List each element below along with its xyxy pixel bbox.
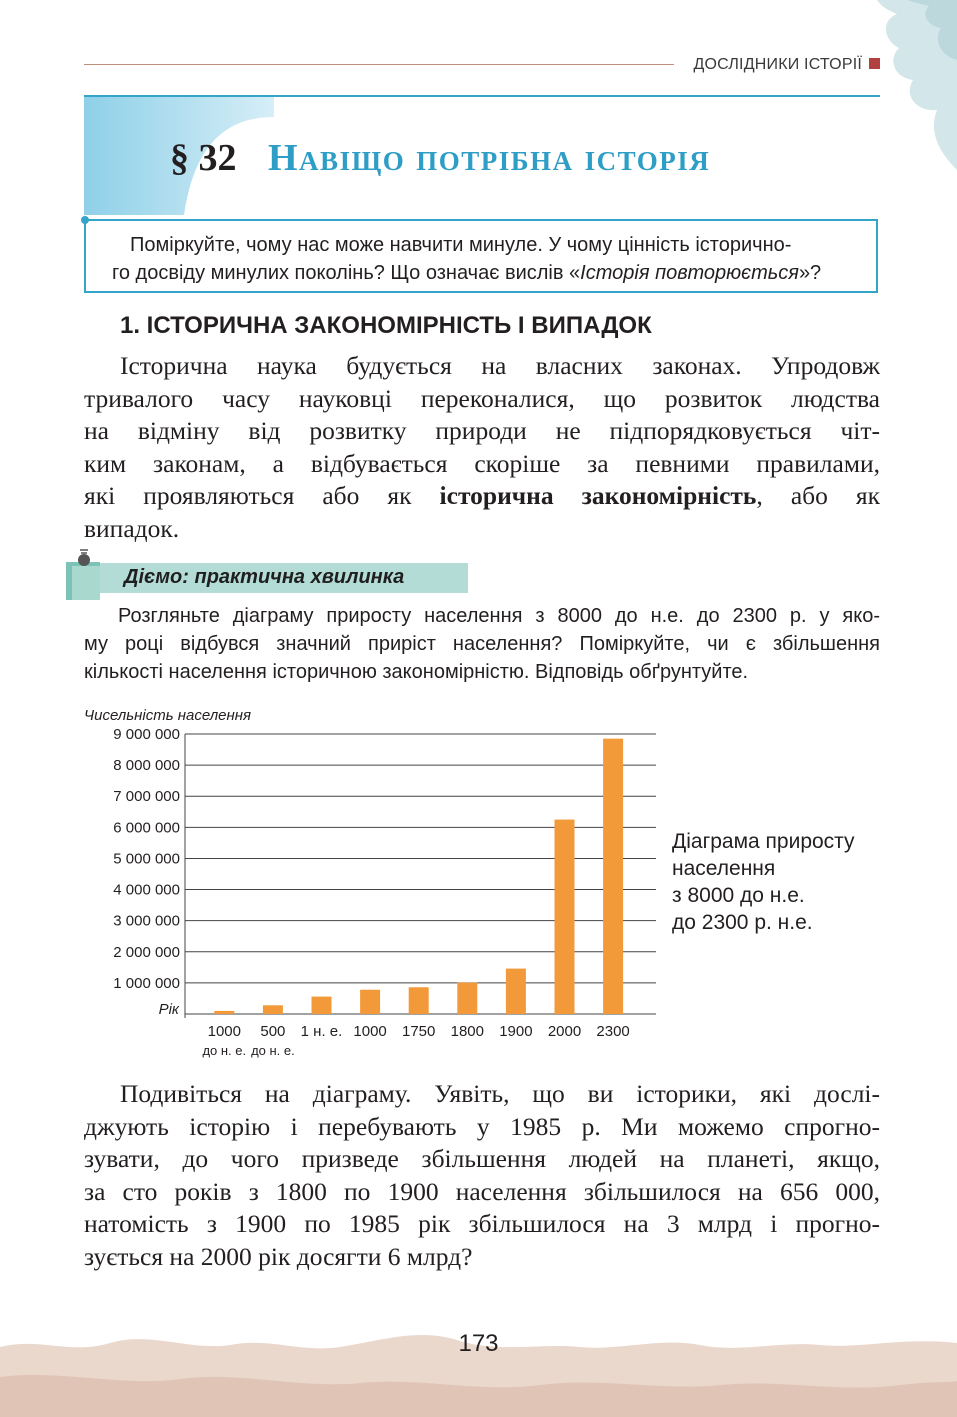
paragraph-line: натомість з 1900 по 1985 рік збільшилося на 3 млрд і прогно- (84, 1209, 880, 1238)
task-line: кількості населення історичною закономірністю. Відповідь обґрунтуйте. (84, 661, 749, 683)
running-title: ДОСЛІДНИКИ ІСТОРІЇ (693, 56, 862, 73)
y-tick-label: 7 000 000 (113, 788, 180, 806)
x-tick-label: 1900 (499, 1023, 533, 1040)
chart-caption-line: населення (672, 857, 776, 880)
paragraph-line: на відміну від розвитку природи не підпорядковується чіт- (84, 416, 880, 445)
paragraph-number: § 32 (170, 137, 237, 179)
term-prefix: які проявляються або як (84, 481, 440, 510)
bar (555, 820, 575, 1014)
paragraph-line: тривалого часу науковці переконалися, що розвиток людства (84, 383, 880, 413)
bar (214, 1011, 234, 1014)
question-line-end: »? (798, 262, 822, 284)
y-tick-label: 9 000 000 (113, 726, 180, 743)
bar (506, 969, 526, 1014)
x-tick-label: 1000 (353, 1023, 387, 1040)
running-header (84, 54, 880, 74)
paragraph-1 (84, 350, 880, 545)
y-axis-label: Чисельність населення (84, 707, 252, 724)
term-suffix: , або як (756, 481, 881, 510)
page-number: 173 (458, 1330, 499, 1357)
chart-caption-line: з 8000 до н.е. (672, 884, 805, 907)
question-line-start: го досвіду минулих поколінь? Що означає вислів « (112, 262, 581, 284)
question-box-dot (81, 216, 89, 224)
x-tick-label: 1750 (402, 1023, 436, 1040)
key-term: історична закономірність (439, 481, 757, 510)
y-tick-label: 4 000 000 (113, 881, 180, 899)
paragraph-line: Подивіться на діаграму. Уявіть, що ви історики, які дослі- (120, 1079, 880, 1108)
paragraph-line: зувати, до чого призведе збільшення людей на планеті, якщо, (84, 1144, 880, 1173)
practical-minute-label: Діємо: практична хвилинка (124, 566, 405, 588)
x-tick-era-label: до н. е. (251, 1043, 295, 1058)
ground-decoration (0, 1307, 957, 1417)
cloud-decoration (837, 0, 957, 170)
y-tick-label: 3 000 000 (113, 912, 180, 930)
y-tick-label: 8 000 000 (113, 757, 180, 775)
question-text (112, 231, 868, 287)
x-tick-label: 2300 (596, 1023, 630, 1040)
question-line: Поміркуйте, чому нас може навчити минуле. У чому цінність історично- (130, 234, 792, 256)
bar (457, 983, 477, 1014)
section-heading: 1. ІСТОРИЧНА ЗАКОНОМІРНІСТЬ І ВИПАДОК (120, 312, 652, 339)
paragraph-line-term (84, 480, 880, 513)
question-quote: Історія повторюється (580, 262, 799, 284)
x-tick-label: 500 (260, 1023, 286, 1040)
paragraph-line: Історична наука будується на власних законах. Упродовж (120, 351, 880, 380)
y-tick-label: 5 000 000 (113, 850, 180, 868)
x-tick-label: 2000 (547, 1023, 582, 1040)
bar (312, 997, 332, 1014)
population-chart (70, 700, 670, 1065)
y-tick-label: 2 000 000 (113, 943, 180, 961)
y-tick-label: 6 000 000 (113, 819, 180, 837)
chart-caption (672, 828, 892, 936)
page-title: Навіщо потрібна історія (268, 137, 711, 179)
header-rule (84, 64, 674, 65)
paragraph-2 (84, 1078, 880, 1273)
paragraph-line: ким законам, а відбувається скоріше за певними правилами, (84, 448, 880, 478)
bar (360, 990, 380, 1014)
paragraph-line: за сто років з 1800 по 1900 населення збільшилося на 656 000, (84, 1176, 880, 1206)
header-square-icon (869, 58, 880, 69)
paragraph-line: випадок. (84, 513, 180, 543)
chart-caption-line: до 2300 р. н.е. (672, 911, 813, 934)
x-tick-label: 1000 (207, 1023, 241, 1040)
bar (603, 739, 623, 1014)
x-axis-label: Рік (158, 1001, 179, 1018)
bar (409, 987, 429, 1014)
x-tick-label: 1 н. е. (300, 1023, 343, 1040)
practical-task (84, 602, 880, 686)
y-tick-label: 1 000 000 (113, 974, 180, 992)
x-tick-label: 1800 (450, 1023, 484, 1040)
task-line: Розгляньте діаграму приросту населення з 8000 до н.е. до 2300 р. у яко- (118, 605, 880, 627)
paragraph-line: джують історію і перебувають у 1985 р. Ми можемо спрогно- (84, 1111, 880, 1141)
x-tick-era-label: до н. е. (202, 1043, 247, 1058)
paragraph-line: зується на 2000 рік досягти 6 млрд? (84, 1241, 473, 1271)
bar (263, 1005, 283, 1014)
question-box (84, 219, 878, 293)
chart-caption-line: Діаграма приросту (672, 830, 855, 853)
task-line: му році відбувся значний приріст населення? Поміркуйте, чи є збільшення (84, 633, 880, 655)
